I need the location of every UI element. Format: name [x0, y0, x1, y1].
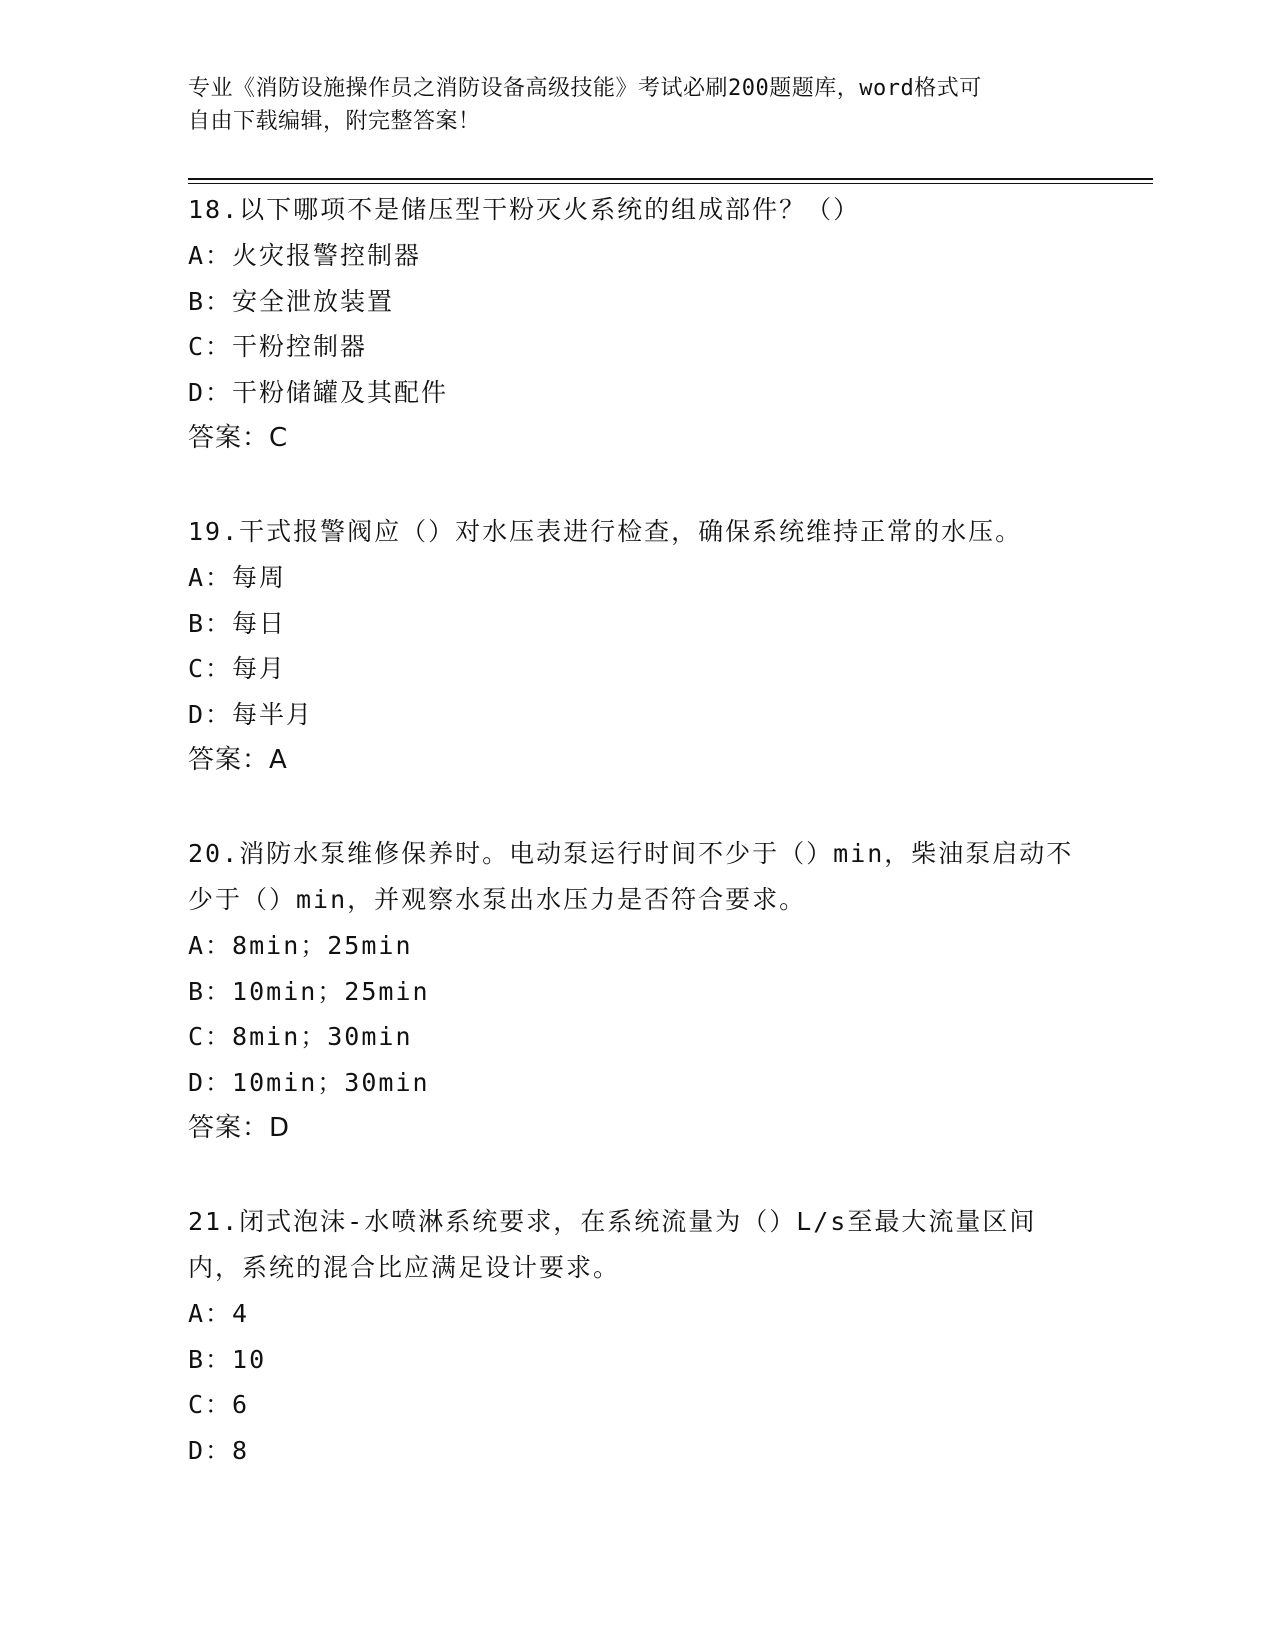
question-text: 19.干式报警阀应（）对水压表进行检查，确保系统维持正常的水压。	[188, 517, 1023, 546]
option-c: C：干粉控制器	[188, 332, 368, 361]
question-21	[188, 1199, 1088, 1473]
header-divider-thin	[188, 183, 1153, 184]
question-text: 18.以下哪项不是储压型干粉灭火系统的组成部件？（）	[188, 195, 861, 224]
answer-text: 答案：D	[188, 1113, 291, 1143]
question-18	[188, 187, 1088, 461]
option-c: C：6	[188, 1390, 250, 1419]
answer-text: 答案：A	[188, 745, 288, 775]
question-text: 20.消防水泵维修保养时。电动泵运行时间不少于（）min，柴油泵启动不少于（）min，并观察水泵出水压力是否符合要求。	[188, 839, 1074, 914]
header-line-2: 自由下载编辑，附完整答案！	[188, 109, 481, 134]
option-b: B：每日	[188, 608, 287, 638]
question-list	[188, 187, 1088, 1521]
header-divider-thick	[188, 178, 1153, 180]
question-19	[188, 509, 1088, 783]
document-header	[188, 72, 1068, 138]
option-d: D：每半月	[188, 699, 314, 729]
option-d: D：干粉储罐及其配件	[188, 377, 449, 407]
header-line-1: 专业《消防设施操作员之消防设备高级技能》考试必刷200题题库，word格式可	[188, 76, 982, 101]
option-c: C：8min；30min	[188, 1022, 413, 1051]
question-20	[188, 831, 1088, 1151]
option-b: B：10min；25min	[188, 976, 430, 1006]
answer-text: 答案：C	[188, 423, 289, 453]
option-d: D：10min；30min	[188, 1067, 430, 1097]
option-a: A：4	[188, 1299, 250, 1328]
question-text: 21.闭式泡沫-水喷淋系统要求，在系统流量为（）L/s至最大流量区间内，系统的混合比应满足设计要求。	[188, 1207, 1037, 1282]
option-a: A：火灾报警控制器	[188, 241, 422, 270]
option-a: A：8min；25min	[188, 931, 413, 960]
option-c: C：每月	[188, 654, 287, 683]
option-b: B：安全泄放装置	[188, 286, 395, 316]
option-b: B：10	[188, 1344, 267, 1374]
option-a: A：每周	[188, 563, 287, 592]
option-d: D：8	[188, 1435, 250, 1465]
